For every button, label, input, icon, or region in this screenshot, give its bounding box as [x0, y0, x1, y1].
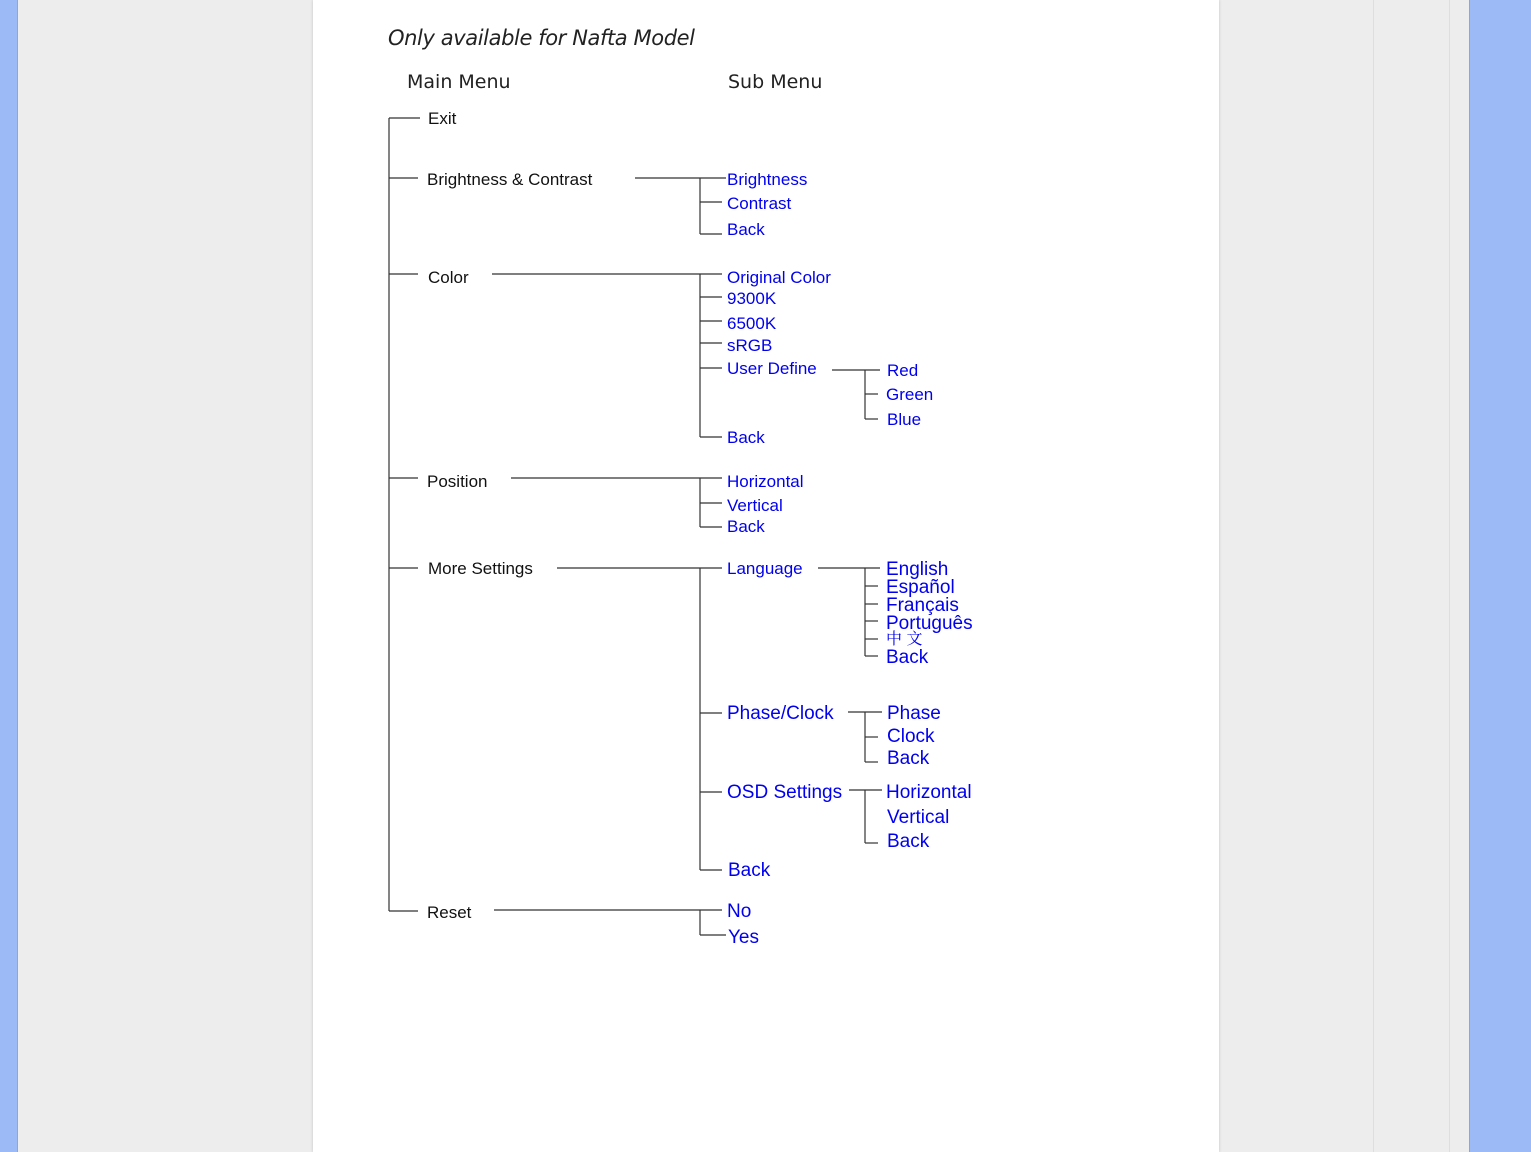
sub-item-phase: Phase — [887, 703, 941, 724]
main-item-brightness-contrast: Brightness & Contrast — [427, 170, 593, 189]
sub-item-9300k: 9300K — [727, 289, 777, 308]
sub-item-language: Language — [727, 559, 803, 578]
sub-item-contrast: Contrast — [727, 194, 792, 213]
sub-item-original-color: Original Color — [727, 268, 831, 287]
sub-item-clock: Clock — [887, 726, 935, 747]
sub-item-osd-settings: OSD Settings — [727, 782, 843, 803]
sub-item-back: Back — [727, 220, 765, 239]
sub-item-brightness: Brightness — [727, 170, 808, 189]
sub-item-srgb: sRGB — [727, 336, 773, 355]
main-item-position: Position — [427, 472, 488, 491]
sub-item-horizontal: Horizontal — [886, 782, 972, 803]
sub-item-back: Back — [728, 860, 771, 881]
sub-item-vertical: Vertical — [887, 807, 950, 828]
sub-item-green: Green — [886, 385, 934, 404]
sub-item-espanol: Español — [886, 577, 955, 598]
model-caption: Only available for Nafta Model — [388, 26, 695, 50]
main-item-more-settings: More Settings — [428, 559, 533, 578]
sub-item-phase-clock: Phase/Clock — [727, 703, 834, 724]
sub-item-horizontal: Horizontal — [727, 472, 804, 491]
sub-item-francais: Français — [886, 595, 959, 616]
main-item-color: Color — [428, 268, 469, 287]
sub-item-red: Red — [887, 361, 919, 380]
main-item-reset: Reset — [427, 903, 472, 922]
sub-item-back: Back — [887, 831, 930, 852]
sub-menu-header: Sub Menu — [728, 71, 823, 93]
sub-item-back: Back — [886, 647, 929, 668]
sub-item-back: Back — [727, 517, 765, 536]
sub-item-english: English — [886, 559, 949, 580]
sub-item-no: No — [727, 901, 752, 922]
main-item-exit: Exit — [428, 109, 457, 128]
main-menu-header: Main Menu — [407, 71, 511, 93]
sub-item-back: Back — [727, 428, 765, 447]
sub-item-portugues: Português — [886, 613, 973, 634]
sub-item-yes: Yes — [728, 927, 759, 948]
sub-item-vertical: Vertical — [727, 496, 783, 515]
sub-item-user-define: User Define — [727, 359, 817, 378]
sub-item-6500k: 6500K — [727, 314, 777, 333]
sub-item-chinese: 中 文 — [886, 631, 923, 648]
sub-item-back: Back — [887, 748, 930, 769]
sub-item-blue: Blue — [887, 410, 922, 429]
